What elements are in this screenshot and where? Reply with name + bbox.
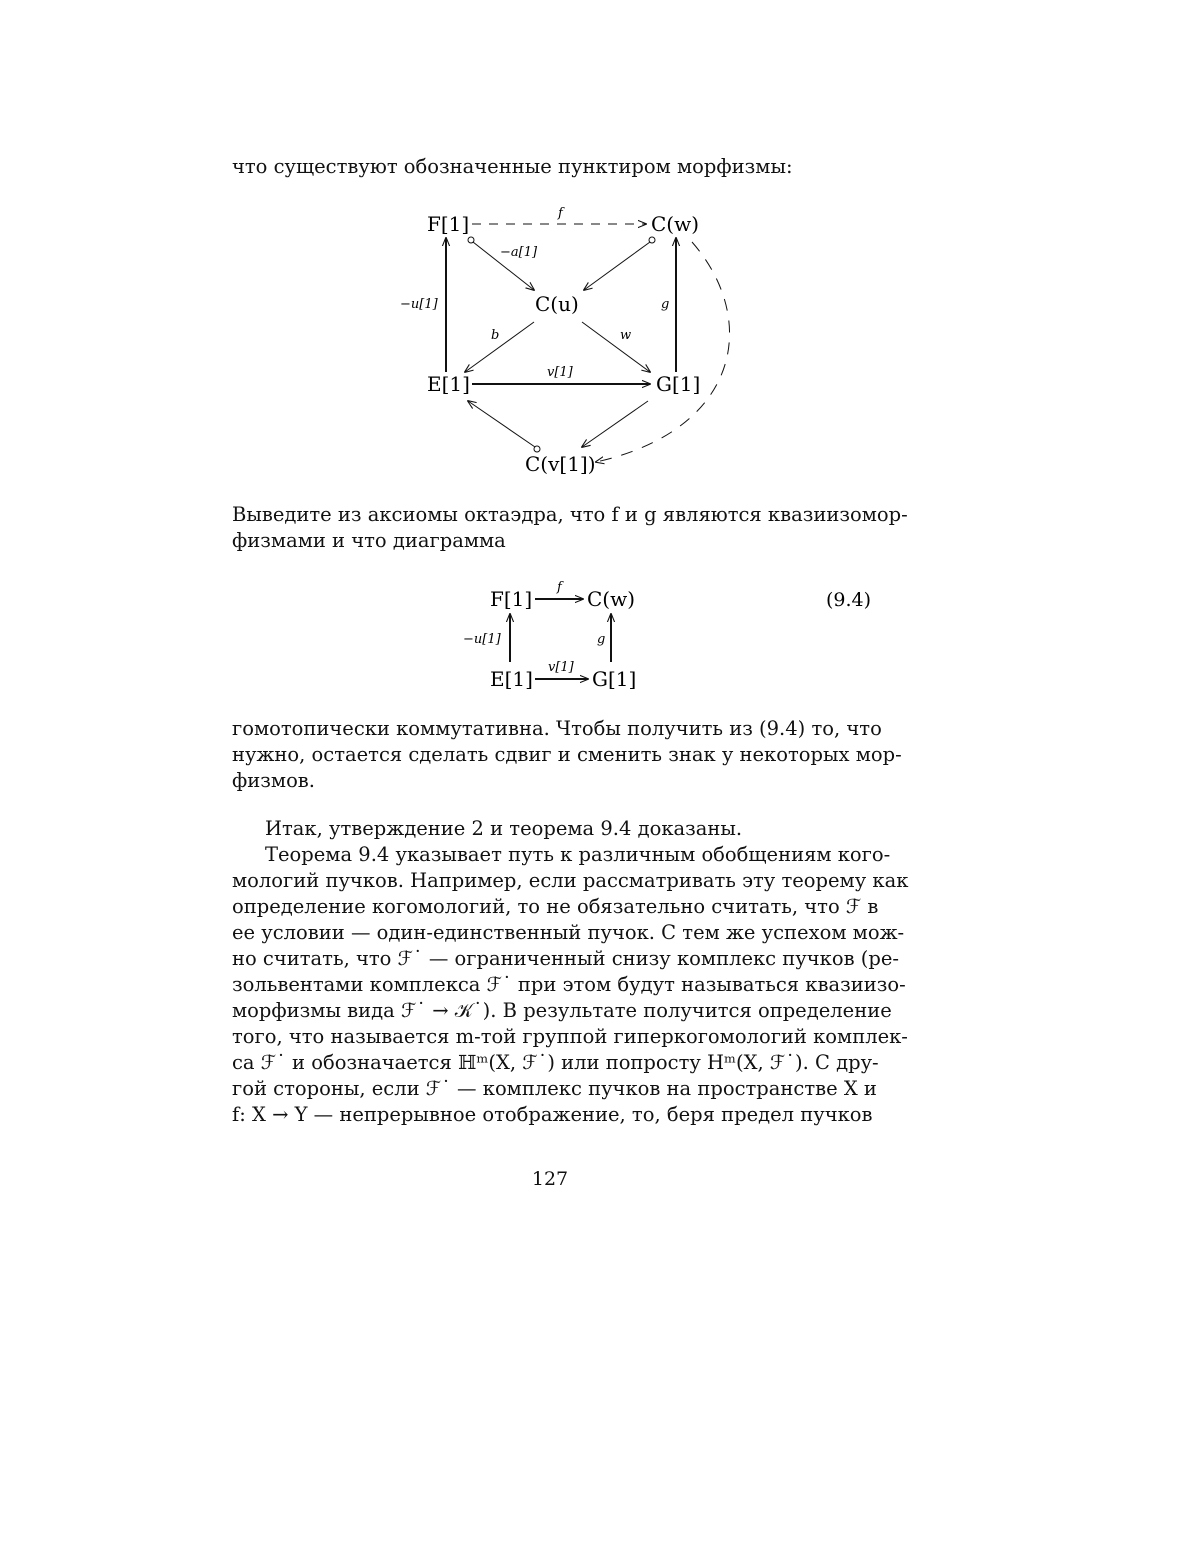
text-line: f: X → Y — непрерывное отображение, то, беря предел пучков [232, 1102, 870, 1128]
node-F1: F[1] [427, 212, 469, 236]
paragraph-3 [232, 816, 870, 842]
sq-node-Cw: C(w) [587, 587, 635, 611]
label-f: f [557, 206, 565, 221]
arrow-w [582, 322, 650, 372]
text-line: но считать, что ℱ˙ — ограниченный снизу комплекс пучков (ре- [232, 946, 870, 972]
paragraph-4 [232, 842, 870, 1128]
sq-label-minus-u1: −u[1] [463, 632, 502, 647]
text-line: са ℱ˙ и обозначается ℍᵐ(X, ℱ˙) или попросту Hᵐ(X, ℱ˙). С дру- [232, 1050, 870, 1076]
node-E1: E[1] [427, 372, 470, 396]
text-line: морфизмы вида ℱ˙ → 𝒦˙). В результате получится определение [232, 998, 870, 1024]
sq-label-v1: v[1] [548, 660, 575, 675]
text-line: Выведите из аксиомы октаэдра, что f и g являются квазиизомор- [232, 502, 870, 528]
text-line: определение когомологий, то не обязательно считать, что ℱ в [232, 894, 870, 920]
node-Cu: C(u) [535, 292, 579, 316]
equation-number: (9.4) [826, 589, 871, 611]
label-w: w [620, 328, 631, 343]
page-number: 127 [0, 1168, 1100, 1190]
label-g: g [661, 297, 669, 312]
arrow-dashed-curve-Cw-to-Cv1 [596, 242, 730, 462]
text-line: что существуют обозначенные пунктиром морфизмы: [232, 154, 870, 180]
arrow-b [465, 322, 534, 372]
label-minus-a1: −a[1] [500, 245, 538, 260]
text-line: гомотопически коммутативна. Чтобы получить из (9.4) то, что [232, 716, 870, 742]
sq-node-G1: G[1] [592, 667, 636, 691]
arrow-G1-to-Cv1 [582, 401, 648, 447]
node-Cw: C(w) [651, 212, 699, 236]
text-line: того, что называется m-той группой гиперкогомологий комплек- [232, 1024, 870, 1050]
arrow-Cw-to-Cu [584, 242, 650, 290]
text-line: ее условии — один-единственный пучок. С тем же успехом мож- [232, 920, 870, 946]
node-G1: G[1] [656, 372, 700, 396]
text-line: мологий пучков. Например, если рассматривать эту теорему как [232, 868, 870, 894]
label-v1: v[1] [547, 365, 574, 380]
text-line: физмов. [232, 768, 870, 794]
text-line: физмами и что диаграмма [232, 528, 870, 554]
sq-label-f: f [556, 580, 564, 595]
arrow-Cv1-to-E1 [468, 401, 535, 447]
sq-node-E1: E[1] [490, 667, 533, 691]
paragraph-1 [232, 502, 870, 554]
node-Cv1: C(v[1]) [525, 452, 596, 476]
sq-label-g: g [597, 632, 605, 647]
label-b: b [491, 328, 499, 343]
text-line: зольвентами комплекса ℱ˙ при этом будут называться квазиизо- [232, 972, 870, 998]
paragraph-2 [232, 716, 870, 794]
label-minus-u1: −u[1] [400, 297, 439, 312]
book-page [0, 0, 1200, 1553]
text-line: Теорема 9.4 указывает путь к различным обобщениям когo- [232, 842, 870, 868]
sq-node-F1: F[1] [490, 587, 532, 611]
text-line: нужно, остается сделать сдвиг и сменить знак у некоторых мор- [232, 742, 870, 768]
text-line: гой стороны, если ℱ˙ — комплекс пучков на пространстве X и [232, 1076, 870, 1102]
text-line: Итак, утверждение 2 и теорема 9.4 доказаны. [232, 816, 870, 842]
intro-text [232, 154, 870, 180]
square-diagram [0, 575, 1200, 705]
